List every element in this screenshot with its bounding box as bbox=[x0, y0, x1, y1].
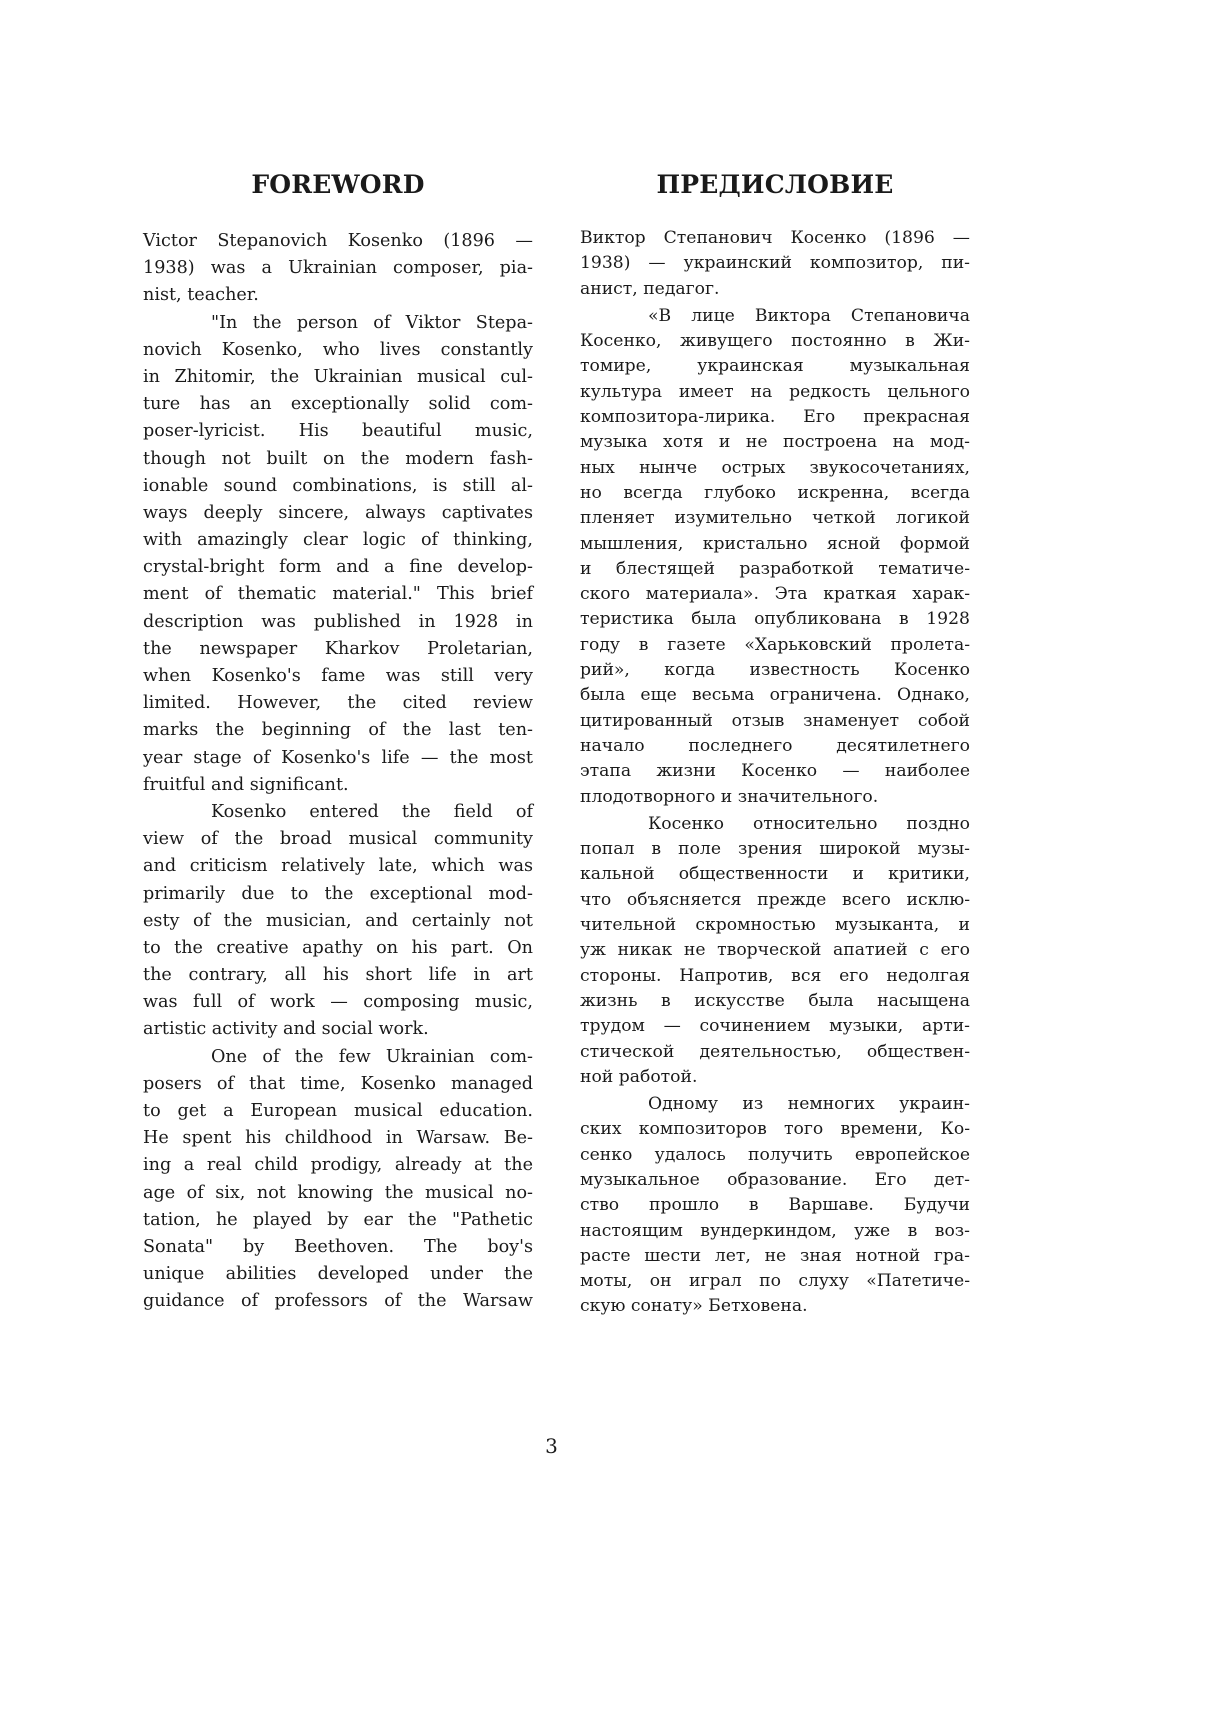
text-line: скую сонату» Бетховена. bbox=[580, 1296, 808, 1317]
text-line: the newspaper Kharkov Proletarian, bbox=[143, 638, 533, 659]
paragraph bbox=[143, 310, 533, 799]
text-line: ского материала». Эта краткая харак- bbox=[580, 584, 970, 605]
text-line: to the creative apathy on his part. On bbox=[143, 937, 533, 958]
text-line: плодотворного и значительного. bbox=[580, 786, 879, 807]
text-line: цитированный отзыв знаменует собой bbox=[580, 710, 970, 731]
text-line: the contrary, all his short life in art bbox=[143, 965, 533, 986]
text-line: nist, teacher. bbox=[143, 285, 259, 306]
paragraph bbox=[143, 228, 533, 310]
text-line: view of the broad musical community bbox=[143, 829, 533, 850]
text-line: to get a European musical education. bbox=[143, 1101, 533, 1121]
text-line: этапа жизни Косенко — наиболее bbox=[580, 761, 970, 782]
text-line: was full of work — composing music, bbox=[143, 992, 533, 1013]
text-line: мышления, кристально ясной формой bbox=[580, 533, 970, 554]
text-line: сенко удалось получить европейское bbox=[580, 1144, 970, 1165]
text-line: ment of thematic material." This brief bbox=[143, 584, 533, 605]
text-line: трудом — сочинением музыки, арти- bbox=[580, 1016, 970, 1037]
text-line: ing a real child prodigy, already at the bbox=[143, 1155, 533, 1176]
text-line: чительной скромностью музыканта, и bbox=[580, 915, 970, 936]
text-line: пленяет изумительно четкой логикой bbox=[580, 508, 970, 529]
text-line: artistic activity and social work. bbox=[143, 1019, 429, 1040]
paragraph bbox=[580, 812, 970, 1090]
paragraph bbox=[143, 1044, 533, 1316]
text-line: что объясняется прежде всего исклю- bbox=[580, 889, 970, 910]
text-line: ionable sound combinations, is still al- bbox=[143, 475, 533, 496]
text-line: музыкальное образование. Его дет- bbox=[580, 1169, 970, 1190]
text-line: "In the person of Viktor Stepa- bbox=[211, 312, 533, 333]
text-line: and criticism relatively late, which was bbox=[143, 856, 533, 877]
text-line: ство прошло в Варшаве. Будучи bbox=[580, 1195, 970, 1216]
text-line: Косенко относительно поздно bbox=[648, 813, 970, 834]
heading-predislovie: ПРЕДИСЛОВИЕ bbox=[656, 170, 894, 199]
text-line: начало последнего десятилетнего bbox=[580, 735, 970, 756]
text-line: рий», когда известность Косенко bbox=[580, 660, 970, 681]
text-line: guidance of professors of the Warsaw bbox=[143, 1291, 533, 1312]
text-line: культура имеет на редкость цельного bbox=[580, 381, 970, 402]
text-line: limited. However, the cited review bbox=[143, 693, 533, 714]
text-line: и блестящей разработкой тематиче- bbox=[580, 558, 970, 579]
paragraph bbox=[580, 1092, 970, 1320]
text-line: fruitful and significant. bbox=[143, 774, 349, 795]
text-line: year stage of Kosenko's life — the most bbox=[143, 747, 533, 768]
russian-column bbox=[580, 226, 970, 1320]
text-line: музыка хотя и не построена на мод- bbox=[580, 432, 970, 453]
text-line: ной работой. bbox=[580, 1066, 698, 1087]
text-line: ных нынче острых звукосочетаниях, bbox=[580, 457, 970, 478]
text-line: Виктор Степанович Косенко (1896 — bbox=[580, 228, 970, 248]
text-line: when Kosenko's fame was still very bbox=[143, 666, 533, 686]
heading-foreword: FOREWORD bbox=[251, 170, 425, 199]
text-line: in Zhitomir, the Ukrainian musical cul- bbox=[143, 366, 533, 387]
text-line: году в газете «Харьковский пролета- bbox=[580, 634, 970, 655]
text-line: расте шести лет, не зная нотной гра- bbox=[580, 1245, 970, 1266]
text-line: ways deeply sincere, always captivates bbox=[143, 502, 533, 523]
text-line: marks the beginning of the last ten- bbox=[143, 720, 533, 741]
text-line: age of six, not knowing the musical no- bbox=[143, 1182, 533, 1203]
text-line: novich Kosenko, who lives constantly bbox=[143, 339, 533, 360]
text-line: стороны. Напротив, вся его недолгая bbox=[580, 965, 970, 986]
text-line: настоящим вундеркиндом, уже в воз- bbox=[580, 1220, 970, 1241]
text-line: ture has an exceptionally solid com- bbox=[143, 394, 533, 415]
text-line: unique abilities developed under the bbox=[143, 1264, 533, 1285]
text-line: моты, он играл по слуху «Патетиче- bbox=[580, 1271, 970, 1292]
text-line: анист, педагог. bbox=[580, 278, 720, 299]
paragraph bbox=[580, 226, 970, 302]
text-line: была еще весьма ограничена. Однако, bbox=[580, 685, 970, 706]
text-line: One of the few Ukrainian com- bbox=[211, 1046, 533, 1067]
text-line: Kosenko entered the field of bbox=[211, 801, 533, 822]
text-line: though not built on the modern fash- bbox=[143, 448, 533, 469]
text-line: но всегда глубоко искренна, всегда bbox=[580, 482, 970, 503]
text-line: кальной общественности и критики, bbox=[580, 864, 970, 885]
text-line: Одному из немногих украин- bbox=[648, 1094, 970, 1115]
paragraph bbox=[143, 799, 533, 1044]
text-line: crystal-bright form and a fine develop- bbox=[143, 557, 533, 578]
text-line: «В лице Виктора Степановича bbox=[648, 305, 970, 326]
text-line: стической деятельностью, обществен- bbox=[580, 1041, 970, 1062]
text-line: теристика была опубликована в 1928 bbox=[580, 609, 970, 630]
english-column bbox=[143, 228, 533, 1316]
text-line: He spent his childhood in Warsaw. Be- bbox=[143, 1128, 533, 1149]
text-line: esty of the musician, and certainly not bbox=[143, 910, 533, 931]
text-line: primarily due to the exceptional mod- bbox=[143, 883, 533, 904]
text-line: Victor Stepanovich Kosenko (1896 — bbox=[143, 231, 533, 251]
page-number: 3 bbox=[545, 1434, 558, 1458]
text-line: томире, украинская музыкальная bbox=[580, 356, 970, 377]
text-line: tation, he played by ear the "Pathetic bbox=[143, 1209, 533, 1230]
text-line: with amazingly clear logic of thinking, bbox=[143, 530, 533, 551]
text-line: 1938) — украинский композитор, пи- bbox=[580, 253, 970, 274]
text-line: Косенко, живущего постоянно в Жи- bbox=[580, 331, 970, 352]
text-line: композитора-лирика. Его прекрасная bbox=[580, 407, 970, 428]
text-line: description was published in 1928 in bbox=[143, 611, 533, 632]
text-line: попал в поле зрения широкой музы- bbox=[580, 839, 970, 860]
text-line: 1938) was a Ukrainian composer, pia- bbox=[143, 258, 533, 279]
text-line: posers of that time, Kosenko managed bbox=[143, 1073, 533, 1094]
text-line: жизнь в искусстве была насыщена bbox=[580, 990, 970, 1011]
text-line: ских композиторов того времени, Ко- bbox=[580, 1119, 970, 1140]
paragraph bbox=[580, 304, 970, 810]
text-line: уж никак не творческой апатией с его bbox=[580, 940, 970, 961]
text-line: Sonata" by Beethoven. The boy's bbox=[143, 1236, 533, 1257]
text-line: poser-lyricist. His beautiful music, bbox=[143, 421, 533, 442]
